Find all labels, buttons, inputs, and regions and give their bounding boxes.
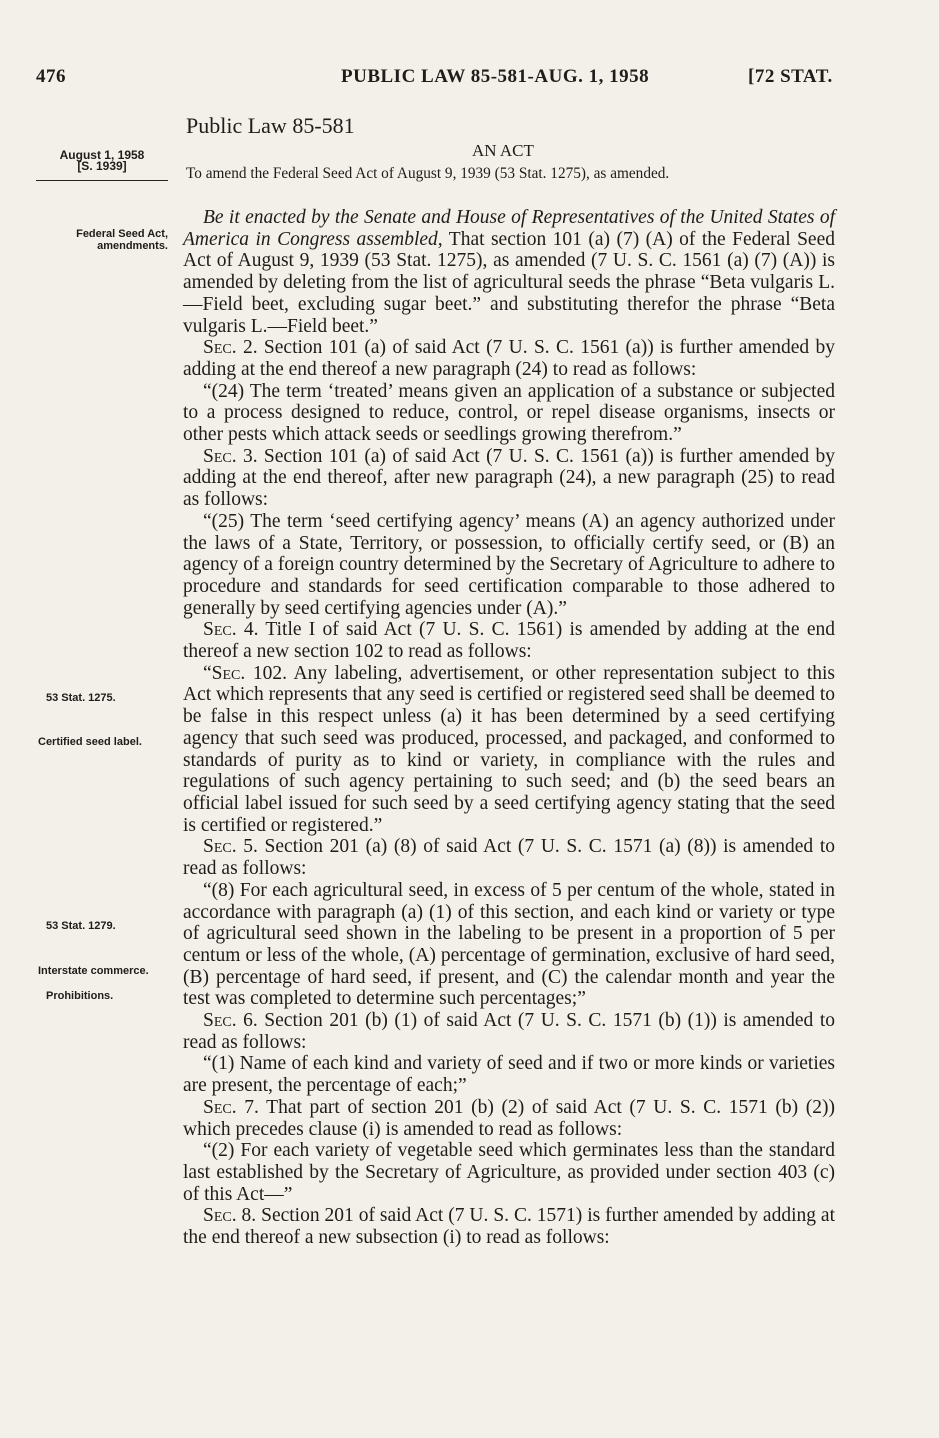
margin-note-stat-1275: 53 Stat. 1275. [46, 692, 116, 704]
section-102-text: Any labeling, advertisement, or other representation subject to this Act which represents that any seed is certified or registered seed shall be deemed to be false in this respect unless (a) it has been determined by a seed certifying agency that such seed was produced, processed, and packaged, and conformed to standards of purity as to kind or variety, in compliance with the rules and regulations of such agency pertaining to such seed; and (b) the seed bears an official label issued for such seed by a seed certifying agency stating that the seed is certified or registered.” [183, 662, 835, 836]
section-6-text: Section 201 (b) (1) of said Act (7 U. S. C. 1571 (b) (1)) is amended to read as follows: [183, 1010, 835, 1053]
paragraph-24: “(24) The term ‘treated’ means given an application of a substance or subjected to a process designed to reduce, control, or repel disease organisms, insects or other pests which attack seeds or seedlings growing therefrom.” [183, 380, 835, 446]
section-5-label: Sec. 5. [203, 836, 258, 858]
paragraph-25: “(25) The term ‘seed certifying agency’ means (A) an agency authorized under the laws of a State, Territory, or possession, to officially certify seed, or (B) an agency of a foreign country determined by the Secretary of Agriculture to adhere to procedure and standards for seed certification comparable to those adhered to generally by seed certifying agencies under (A).” [183, 510, 835, 619]
act-label: AN ACT [472, 141, 534, 160]
section-6 [183, 1010, 835, 1053]
bill-note: [S. 1939] [77, 159, 127, 173]
margin-note-federal-seed: Federal Seed Act, amendments. [76, 228, 168, 252]
page-number: 476 [36, 66, 66, 87]
section-2-label: Sec. 2. [203, 337, 258, 359]
section-8 [183, 1205, 835, 1248]
law-title: Public Law 85-581 [186, 113, 355, 138]
section-7-label: Sec. 7. [203, 1096, 259, 1118]
body-text [183, 207, 835, 1249]
section-3 [183, 446, 835, 511]
quote-open: “ [203, 662, 212, 684]
margin-note-stat-1279: 53 Stat. 1279. [46, 920, 116, 932]
section-4-text: Title I of said Act (7 U. S. C. 1561) is amended by adding at the end thereof a new section 102 to read as follows: [183, 619, 835, 663]
act-purpose: To amend the Federal Seed Act of August 9, 1939 (53 Stat. 1275), as amended. [186, 165, 670, 182]
margin-rule [36, 180, 168, 181]
section-7 [183, 1097, 835, 1140]
enacting-clause: Be it enacted by the Senate and House of Representatives of the United States of America in Congress assembled, [183, 207, 835, 250]
section-5-text: Section 201 (a) (8) of said Act (7 U. S. C. 1571 (a) (8)) is amended to read as follows: [183, 836, 835, 880]
margin-note-prohibitions: Prohibitions. [46, 990, 114, 1002]
running-title: PUBLIC LAW 85-581-AUG. 1, 1958 [341, 66, 650, 87]
section-5 [183, 836, 835, 879]
date-note: August 1, 1958 [59, 148, 145, 162]
section-2 [183, 337, 835, 380]
section-6-label: Sec. 6. [203, 1010, 258, 1032]
section-8-text: Section 201 of said Act (7 U. S. C. 1571) is further amended by adding at the end thereof a new subsection (i) to read as follows: [183, 1205, 835, 1249]
section-3-label: Sec. 3. [203, 445, 258, 467]
section-3-text: Section 101 (a) of said Act (7 U. S. C. 1561 (a)) is further amended by adding at the end thereof, after new paragraph (24), a new paragraph (25) to read as follows: [183, 445, 835, 511]
margin-note-interstate: Interstate commerce. [38, 965, 149, 977]
paragraph-2: “(2) For each variety of vegetable seed which germinates less than the standard last established by the Secretary of Agriculture, as provided under section 403 (c) of this Act—” [183, 1140, 835, 1205]
date-margin-note [40, 150, 164, 172]
volume-reference: [72 STAT. [748, 66, 833, 87]
paragraph-8: “(8) For each agricultural seed, in excess of 5 per centum of the whole, stated in accordance with paragraph (a) (1) of this section, and each kind or variety or type of agricultural seed shown in the labeling to be present in a proportion of 5 per centum or less of the whole, (A) percentage of germination, exclusive of hard seed, (B) percentage of hard seed, if present, and (C) the calendar month and year the test was completed to determine such percentages;” [183, 879, 835, 1010]
section-102-label: Sec. 102. [211, 662, 287, 684]
section-2-text: Section 101 (a) of said Act (7 U. S. C. 1561 (a)) is further amended by adding at the end thereof a new paragraph (24) to read as follows: [183, 337, 835, 380]
margin-note-certified-seed: Certified seed label. [38, 736, 142, 748]
enacting-paragraph [183, 207, 835, 337]
section-1-text: That section 101 (a) (7) (A) of the Federal Seed Act of August 9, 1939 (53 Stat. 1275), as amended (7 U. S. C. 1561 (a) (7) (A)) is amended by deleting from the list of agricultural seeds the phrase “Beta vulgaris L.—Field beet, excluding sugar beet.” and substituting therefor the phrase “Beta vulgaris L.—Field beet.” [183, 228, 835, 337]
section-8-label: Sec. 8. [203, 1205, 257, 1227]
section-7-text: That part of section 201 (b) (2) of said Act (7 U. S. C. 1571 (b) (2)) which precedes clause (i) is amended to read as follows: [183, 1096, 835, 1140]
paragraph-1: “(1) Name of each kind and variety of seed and if two or more kinds or varieties are present, the percentage of each;” [183, 1053, 835, 1097]
section-4 [183, 619, 835, 662]
section-102 [183, 663, 835, 837]
section-4-label: Sec. 4. [203, 619, 259, 641]
